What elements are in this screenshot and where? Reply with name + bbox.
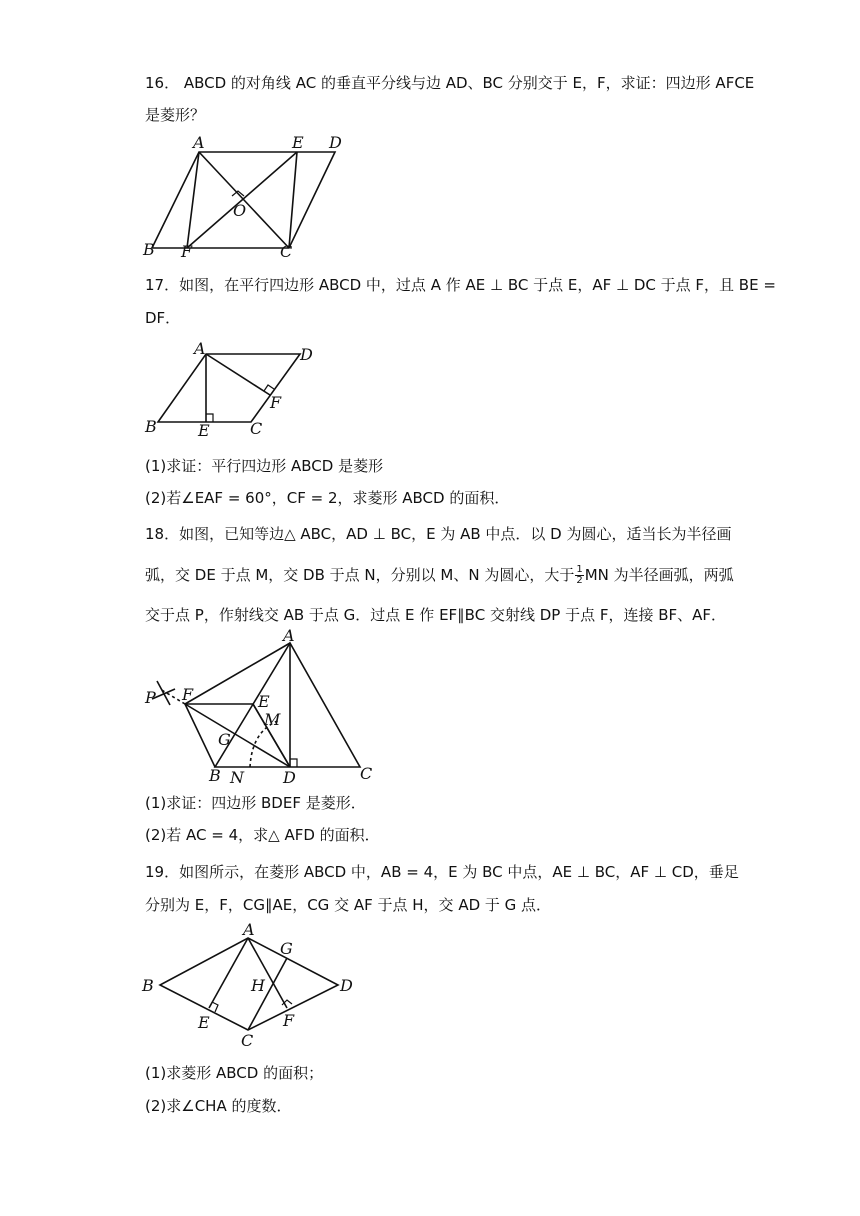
p16-label-o: O — [233, 201, 247, 220]
p18-fraction-num: 1 — [576, 564, 583, 575]
p18-fraction-den: 2 — [576, 575, 583, 586]
p16-label-c: C — [280, 242, 293, 260]
p19-question-1: (1)求菱形 ABCD 的面积； — [145, 1064, 324, 1082]
p18-right-angle-d — [290, 759, 297, 767]
p18-figure — [140, 625, 380, 790]
p19-label-g: G — [280, 939, 293, 958]
p19-label-b: B — [142, 976, 154, 995]
p18-text-line2a: 弧，交 DE 于点 M，交 DB 于点 N，分别以 M、N 为圆心，大于 — [145, 566, 575, 584]
p16-segment-af — [187, 152, 199, 248]
p16-label-b: B — [143, 240, 155, 259]
p19-rhombus — [160, 938, 338, 1030]
p16-text-line1: 16． ABCD 的对角线 AC 的垂直平分线与边 AD、BC 分别交于 E，F，求证：四边形 AFCE — [145, 74, 755, 92]
p19-label-a: A — [243, 920, 255, 939]
p17-label-b: B — [145, 417, 157, 436]
p18-label-e: E — [258, 692, 270, 711]
p18-question-2: (2)若 AC = 4，求△ AFD 的面积． — [145, 826, 380, 844]
p16-text-line2: 是菱形？ — [145, 106, 206, 124]
p17-text-line1: 17．如图，在平行四边形 ABCD 中，过点 A 作 AE ⊥ BC 于点 E，AF ⊥ DC 于点 F，且 BE = — [145, 276, 776, 294]
p17-text-line2: DF． — [145, 309, 181, 327]
p17-figure — [140, 338, 330, 443]
p18-text-line1: 18．如图，已知等边△ ABC，AD ⊥ BC，E 为 AB 中点．以 D 为圆心，适当长为半径画 — [145, 525, 732, 543]
p18-label-n: N — [230, 768, 244, 787]
p18-text-line3: 交于点 P，作射线交 AB 于点 G．过点 E 作 EF∥BC 交射线 DP 于点 F，连接 BF、AF． — [145, 606, 727, 624]
p16-label-f: F — [181, 242, 193, 260]
p19-text-line2: 分别为 E，F，CG∥AE，CG 交 AF 于点 H，交 AD 于 G 点． — [145, 896, 552, 914]
p18-segment-af — [185, 643, 290, 704]
p17-question-1: (1)求证：平行四边形 ABCD 是菱形 — [145, 457, 384, 475]
p16-figure — [140, 130, 360, 260]
p19-text-line1: 19．如图所示，在菱形 ABCD 中，AB = 4，E 为 BC 中点，AE ⊥ BC，AF ⊥ CD，垂足 — [145, 863, 739, 881]
p17-label-a: A — [194, 339, 206, 358]
p18-label-p: P — [145, 688, 156, 707]
p18-label-b: B — [209, 766, 221, 785]
p19-right-angle-e — [212, 1002, 218, 1012]
p17-right-angle-f — [264, 385, 274, 391]
p16-label-d: D — [329, 133, 342, 152]
p18-label-m: M — [264, 710, 281, 729]
p16-label-a: A — [193, 133, 205, 152]
p18-fraction — [575, 565, 583, 586]
p17-label-e: E — [198, 421, 210, 440]
p16-label-e: E — [292, 133, 304, 152]
p18-triangle-abc — [215, 643, 360, 767]
p19-label-d: D — [340, 976, 353, 995]
p19-label-h: H — [251, 976, 265, 995]
p18-question-1: (1)求证：四边形 BDEF 是菱形． — [145, 794, 366, 812]
p17-label-c: C — [250, 419, 263, 438]
p18-text-line2b: MN 为半径画弧，两弧 — [584, 566, 734, 584]
p18-label-d: D — [283, 768, 296, 787]
p16-diagonal-ac — [199, 152, 289, 248]
p18-label-c: C — [360, 764, 373, 783]
p18-label-g: G — [218, 730, 231, 749]
p19-label-e: E — [198, 1013, 210, 1032]
p19-question-2: (2)求∠CHA 的度数． — [145, 1097, 292, 1115]
p18-text-line2 — [145, 564, 734, 586]
p17-altitude-af — [206, 354, 270, 395]
p17-label-f: F — [270, 393, 282, 412]
p16-segment-ef — [187, 152, 297, 248]
p18-label-a: A — [283, 626, 295, 645]
p19-figure — [140, 918, 370, 1048]
p19-label-f: F — [283, 1011, 295, 1030]
p18-label-f: F — [182, 685, 194, 704]
p17-label-d: D — [300, 345, 313, 364]
p19-label-c: C — [241, 1031, 254, 1048]
p17-question-2: (2)若∠EAF = 60°，CF = 2，求菱形 ABCD 的面积． — [145, 489, 510, 507]
